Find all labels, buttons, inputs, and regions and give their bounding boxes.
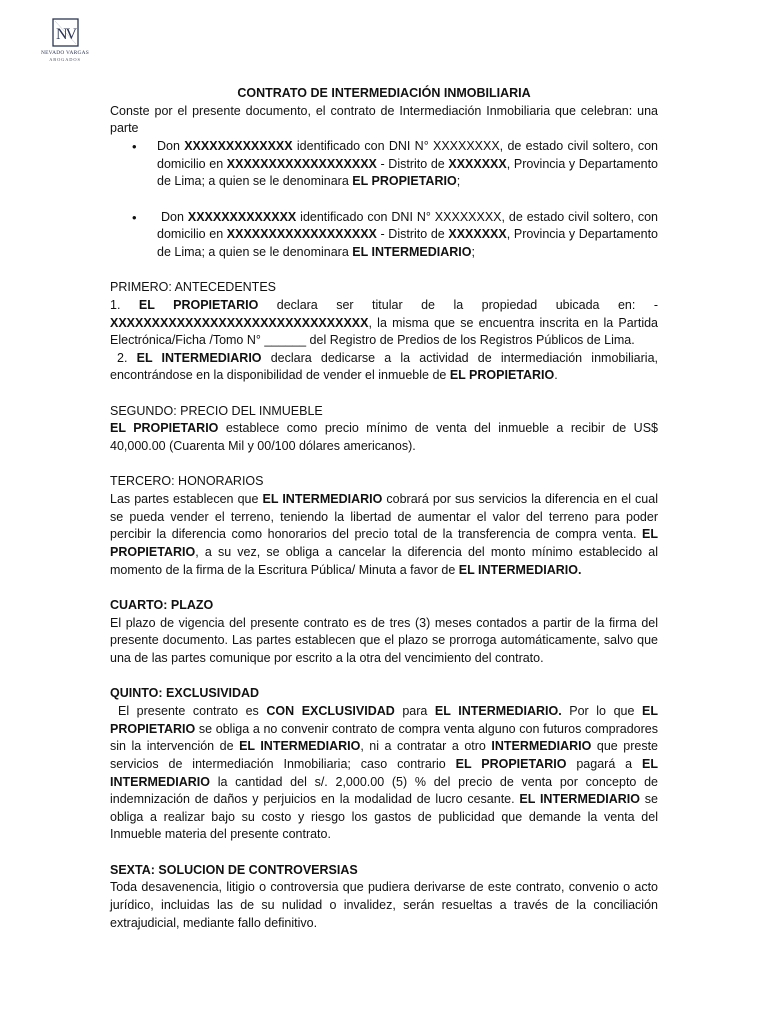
- party-propietario: [110, 138, 658, 191]
- text-run: , Provincia y Departamento de Lima; a quien se le denominara: [157, 156, 658, 189]
- clause-paragraph: [110, 491, 658, 579]
- bold-run: EL INTERMEDIARIO.: [458, 562, 582, 577]
- text-run: declara dedicarse a la actividad de intermediación inmobiliaria, encontrándose en la disponibilidad de vender el inmueble de: [110, 350, 658, 383]
- bold-run: CON EXCLUSIVIDAD: [266, 703, 395, 718]
- text-run: 1.: [110, 297, 139, 312]
- logo-firm-name: NEVADO VARGAS: [40, 50, 90, 56]
- text-run: , a su vez, se obliga a cancelar la diferencia del monto mínimo establecido al momento de la firma de la Escritura Pública/ Minuta a favor de: [110, 545, 658, 577]
- bold-run: EL INTERMEDIARIO: [239, 739, 361, 754]
- bold-run: INTERMEDIARIO: [491, 739, 592, 754]
- clause-heading: SEXTA: SOLUCION DE CONTROVERSIAS: [110, 862, 358, 877]
- bullet-icon: [132, 209, 140, 227]
- bold-run: XXXXXXXXXXXXX: [184, 138, 293, 153]
- bold-run: XXXXXXXXXXXXXXXXXX: [226, 156, 377, 171]
- text-run: , ni a contratar a otro: [360, 739, 492, 754]
- clause-quinto: [110, 685, 658, 844]
- clause-sexta: [110, 862, 658, 933]
- text-run: , Provincia y Departamento de Lima; a quien se le denominara: [157, 227, 658, 259]
- bold-run: EL PROPIETARIO: [138, 297, 259, 312]
- bold-run: EL PROPIETARIO: [110, 421, 219, 436]
- clause-cuarto: [110, 597, 658, 668]
- bold-run: EL INTERMEDIARIO: [136, 350, 262, 365]
- text-run: Las partes establecen que: [110, 492, 263, 507]
- text-run: , la misma que se encuentra inscrita en la Partida Electrónica/Ficha /Tomo N° ______ del Registro de Predios de los Registros Públicos de Lima.: [110, 315, 658, 348]
- logo-monogram: NV: [55, 26, 76, 43]
- clause-heading: QUINTO: EXCLUSIVIDAD: [110, 686, 260, 701]
- contract-title: CONTRATO DE INTERMEDIACIÓN INMOBILIARIA: [237, 86, 531, 100]
- text-run: se obliga a no convenir contrato de compra venta alguno con futuros compradores sin la intervención de: [110, 721, 658, 754]
- clause-paragraph: [110, 703, 658, 844]
- text-run: pagará a: [566, 756, 643, 771]
- text-run: establece como precio mínimo de venta del inmueble a recibir de US$ 40,000.00 (Cuarenta Mil y 00/100 dólares americanos).: [110, 421, 658, 454]
- clause-heading: SEGUNDO: PRECIO DEL INMUEBLE: [110, 403, 323, 418]
- bold-run: EL PROPIETARIO: [449, 368, 555, 383]
- party-paragraph: [157, 138, 658, 191]
- clause-paragraph: [110, 420, 658, 455]
- bold-run: EL PROPIETARIO: [110, 527, 658, 559]
- text-run: El plazo de vigencia del presente contrato es de tres (3) meses contados a partir de la firma del presente documento. Las partes establecen que el plazo se prorroga automáticamente, salvo que una de las partes comunique por escrito a la otra del vencimiento del contrato.: [110, 615, 658, 665]
- intro-paragraph: Conste por el presente documento, el contrato de Intermediación Inmobiliaria que celebran: una parte: [110, 103, 658, 136]
- text-run: la cantidad del s/. 2,000.00 (5) % del precio de venta por concepto de indemnización de daños y perjuicios en la modalidad de lucro cesante.: [110, 774, 658, 807]
- text-run: ;: [471, 244, 475, 259]
- text-run: .: [554, 368, 558, 383]
- bold-run: XXXXXXX: [448, 227, 507, 242]
- text-run: identificado con DNI N° XXXXXXXX, de estado civil soltero, con domicilio en: [157, 209, 658, 242]
- bullet-icon: [132, 138, 140, 156]
- text-run: declara ser titular de la propiedad ubicada en: -: [258, 297, 658, 312]
- monogram-icon: [34, 14, 96, 50]
- firm-logo: [34, 14, 96, 68]
- text-run: que preste servicios de intermediación Inmobiliaria; caso contrario: [110, 739, 658, 771]
- text-run: 2.: [117, 350, 137, 365]
- party-paragraph: [157, 209, 658, 262]
- bold-run: XXXXXXXXXXXXXXXXXXXXXXXXXXXXXXX: [110, 315, 369, 330]
- clause-heading: PRIMERO: ANTECEDENTES: [110, 280, 276, 295]
- text-run: cobrará por sus servicios la diferencia en el cual se pueda vender el terreno, teniendo la libertad de aumentar el valor del terreno para poder percibir la diferencia como honorarios del precio total de la transferencia de compra venta.: [110, 492, 658, 542]
- clause-paragraph: [110, 615, 658, 668]
- text-run: - Distrito de: [376, 227, 449, 242]
- contract-body: [110, 85, 658, 932]
- text-run: ;: [456, 174, 461, 189]
- bold-run: EL INTERMEDIARIO.: [434, 703, 562, 718]
- bold-run: EL INTERMEDIARIO: [110, 756, 658, 789]
- bold-run: EL INTERMEDIARIO: [519, 792, 640, 807]
- clause-heading: TERCERO: HONORARIOS: [110, 474, 264, 489]
- text-run: Por lo que: [561, 703, 642, 718]
- bold-run: XXXXXXXXXXXXXXXXXX: [226, 227, 377, 242]
- text-run: El presente contrato es: [118, 703, 267, 718]
- clause-primero: [110, 279, 658, 385]
- text-run: identificado con DNI N° XXXXXXXX, de estado civil soltero, con domicilio en: [157, 138, 658, 171]
- clause-segundo: [110, 403, 658, 456]
- text-run: Don: [157, 138, 185, 153]
- bold-run: XXXXXXX: [448, 156, 507, 171]
- bold-run: EL PROPIETARIO: [110, 703, 658, 736]
- bold-run: EL INTERMEDIARIO: [352, 244, 472, 259]
- bold-run: XXXXXXXXXXXXX: [187, 209, 297, 224]
- logo-tagline: ABOGADOS: [49, 57, 81, 62]
- text-run: - Distrito de: [376, 156, 449, 171]
- bold-run: EL PROPIETARIO: [455, 756, 567, 771]
- text-run: Toda desavenencia, litigio o controversia que pudiera derivarse de este contrato, convenio o acto jurídico, incluidas las de su nulidad o invalidez, serán resueltas a través de la conciliación extrajudicial, mediante fallo definitivo.: [110, 880, 658, 930]
- clause-tercero: [110, 473, 658, 579]
- party-intermediario: [110, 209, 658, 262]
- text-run: se obliga a realizar bajo su costo y riesgo los gastos de publicidad que demande la venta del Inmueble materia del presente contrato.: [110, 792, 658, 842]
- bold-run: EL INTERMEDIARIO: [262, 492, 383, 507]
- clause-heading: CUARTO: PLAZO: [110, 597, 214, 612]
- clause-paragraph: [110, 350, 658, 385]
- text-run: para: [394, 703, 435, 718]
- clause-paragraph: [110, 879, 658, 932]
- clause-paragraph: [110, 297, 658, 350]
- bold-run: EL PROPIETARIO: [352, 174, 457, 189]
- text-run: Don: [161, 209, 188, 224]
